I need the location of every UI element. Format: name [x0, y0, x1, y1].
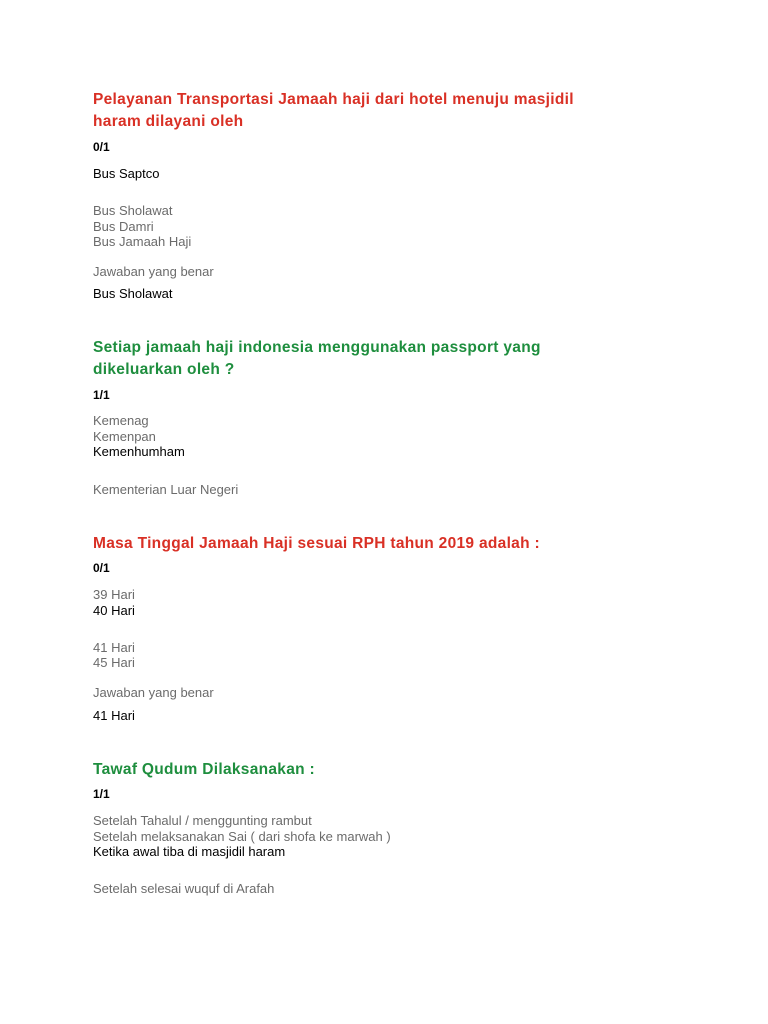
question-3-score: 0/1 [93, 561, 110, 575]
question-3-title-line-1: Masa Tinggal Jamaah Haji sesuai RPH tahun 2019 adalah : [93, 535, 540, 552]
question-1-option-1[interactable]: Bus Saptco [93, 166, 160, 181]
question-4-option-4[interactable]: Setelah selesai wuquf di Arafah [93, 881, 275, 896]
question-3-option-3[interactable]: 41 Hari [93, 639, 135, 655]
question-2-title-line-2: dikeluarkan oleh ? [93, 361, 235, 378]
question-3-correct-label: Jawaban yang benar [93, 685, 214, 700]
question-4-option-2[interactable]: Setelah melaksanakan Sai ( dari shofa ke marwah ) [93, 828, 391, 844]
question-3-option-1[interactable]: 39 Hari [93, 587, 135, 602]
question-1-correct-label: Jawaban yang benar [93, 264, 214, 279]
question-3-option-2[interactable]: 40 Hari [93, 602, 135, 618]
question-2-option-1[interactable]: Kemenag [93, 413, 149, 428]
question-1-title-line-1: Pelayanan Transportasi Jamaah haji dari hotel menuju masjidil [93, 91, 574, 108]
question-4-option-1[interactable]: Setelah Tahalul / menggunting rambut [93, 813, 312, 828]
question-2-option-4[interactable]: Kementerian Luar Negeri [93, 482, 239, 497]
question-1-option-3[interactable]: Bus Damri [93, 218, 154, 234]
question-2-option-3[interactable]: Kemenhumham [93, 444, 185, 459]
question-3-correct-answer: 41 Hari [93, 708, 135, 723]
question-3-option-4[interactable]: 45 Hari [93, 655, 135, 670]
question-1-title-line-2: haram dilayani oleh [93, 113, 244, 130]
question-2-option-2[interactable]: Kemenpan [93, 428, 156, 444]
question-4-option-3[interactable]: Ketika awal tiba di masjidil haram [93, 844, 286, 859]
question-4-score: 1/1 [93, 787, 110, 801]
question-2-score: 1/1 [93, 388, 110, 402]
question-1-option-2[interactable]: Bus Sholawat [93, 203, 173, 218]
question-4-title-line-1: Tawaf Qudum Dilaksanakan : [93, 761, 315, 778]
question-1-correct-answer: Bus Sholawat [93, 286, 173, 301]
question-2-title-line-1: Setiap jamaah haji indonesia menggunakan passport yang [93, 339, 541, 356]
question-1-option-4[interactable]: Bus Jamaah Haji [93, 234, 192, 249]
question-1-score: 0/1 [93, 140, 110, 154]
